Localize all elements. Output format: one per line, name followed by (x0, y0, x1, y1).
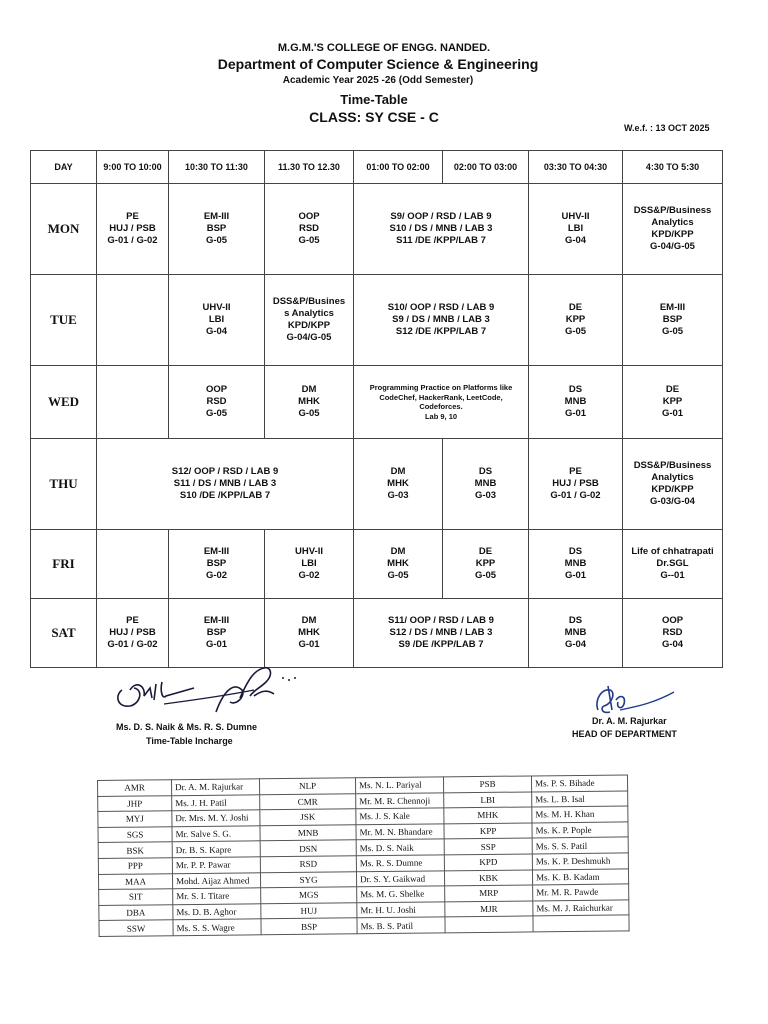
lab-cell: S11/ OOP / RSD / LAB 9 S12 / DS / MNB / LAB 3 S9 /DE /KPP/LAB 7 (354, 599, 529, 668)
faculty-name: Mr. M. R. Chennoji (356, 792, 444, 809)
lecture-cell: PE HUJ / PSB G-01 / G-02 (97, 599, 169, 668)
practice-cell: Programming Practice on Platforms like CodeChef, HackerRank, LeetCode, Codeforces. Lab 9, 10 (354, 366, 529, 439)
faculty-abbreviation: MGS (261, 887, 357, 904)
faculty-name: Dr. Mrs. M. Y. Joshi (172, 810, 260, 827)
faculty-abbreviation: MYJ (98, 811, 172, 827)
column-header-slot1: 9:00 TO 10:00 (97, 151, 169, 184)
wef-date: W.e.f. : 13 OCT 2025 (624, 123, 710, 133)
faculty-abbreviation: SYG (260, 871, 356, 888)
faculty-abbreviation: KBK (444, 870, 532, 887)
lecture-cell: DM MHK G-03 (354, 439, 443, 530)
timetable-row-wed (31, 366, 723, 439)
day-cell: FRI (31, 530, 97, 599)
faculty-name: Ms. K. P. Deshmukh (532, 853, 628, 870)
lab-cell: S10/ OOP / RSD / LAB 9 S9 / DS / MNB / LAB 3 S12 /DE /KPP/LAB 7 (354, 275, 529, 366)
lecture-cell: DS MNB G-01 (529, 366, 623, 439)
timetable-row-tue (31, 275, 723, 366)
faculty-abbreviation: SIT (99, 889, 173, 905)
column-header-slot4: 01:00 TO 02:00 (354, 151, 443, 184)
faculty-name: Dr. S. Y. Gaikwad (356, 870, 444, 887)
column-header-day: DAY (31, 151, 97, 184)
timetable-row-fri (31, 530, 723, 599)
faculty-abbreviation: CMR (260, 793, 356, 810)
lecture-cell: DS MNB G-03 (443, 439, 529, 530)
page-title: Time-Table (340, 92, 408, 107)
incharge-signature (104, 660, 304, 730)
faculty-name: Ms. P. S. Bihade (531, 775, 627, 792)
faculty-abbreviation: KPP (444, 823, 532, 840)
faculty-table (97, 774, 630, 936)
timetable (30, 150, 723, 668)
faculty-name: Ms. M. H. Khan (532, 806, 628, 823)
faculty-name: Ms. K. B. Kadam (532, 869, 628, 886)
faculty-abbreviation: SSP (444, 838, 532, 855)
empty-cell (97, 530, 169, 599)
lab-cell: S9/ OOP / RSD / LAB 9 S10 / DS / MNB / LAB 3 S11 /DE /KPP/LAB 7 (354, 184, 529, 275)
faculty-name: Mohd. Aijaz Ahmed (172, 872, 260, 889)
lecture-cell: DSS&P/Busines s Analytics KPD/KPP G-04/G-05 (265, 275, 354, 366)
faculty-name: Dr. B. S. Kapre (172, 841, 260, 858)
faculty-abbreviation: DBA (99, 904, 173, 920)
class-label: CLASS: SY CSE - C (309, 109, 439, 125)
lecture-cell: OOP RSD G-04 (623, 599, 723, 668)
lecture-cell: DE KPP G-05 (443, 530, 529, 599)
faculty-abbreviation: SSW (99, 920, 173, 936)
faculty-abbreviation: MHK (444, 807, 532, 824)
faculty-abbreviation: JSK (260, 809, 356, 826)
faculty-name: Mr. H. U. Joshi (357, 902, 445, 919)
faculty-name: Dr. A. M. Rajurkar (172, 779, 260, 796)
lecture-cell: PE HUJ / PSB G-01 / G-02 (529, 439, 623, 530)
timetable-row-thu (31, 439, 723, 530)
lecture-cell: EM-III BSP G-02 (169, 530, 265, 599)
faculty-name: Mr. M. N. Bhandare (356, 824, 444, 841)
faculty-abbreviation: NLP (259, 778, 355, 795)
faculty-name: Ms. K. P. Pople (532, 822, 628, 839)
lecture-cell: DM MHK G-05 (265, 366, 354, 439)
lecture-cell: DS MNB G-04 (529, 599, 623, 668)
faculty-name: Ms. S. S. Patil (532, 837, 628, 854)
timetable-row-sat (31, 599, 723, 668)
faculty-abbreviation: MRP (445, 885, 533, 902)
lecture-cell: EM-III BSP G-05 (623, 275, 723, 366)
faculty-name: Mr. Salve S. G. (172, 826, 260, 843)
faculty-abbreviation: HUJ (261, 903, 357, 920)
lecture-cell: UHV-II LBI G-02 (265, 530, 354, 599)
faculty-abbreviation: LBI (444, 792, 532, 809)
empty-cell (97, 275, 169, 366)
day-cell: MON (31, 184, 97, 275)
lecture-cell: DS MNB G-01 (529, 530, 623, 599)
faculty-name: Mr. S. I. Titare (173, 888, 261, 905)
empty-cell (97, 366, 169, 439)
day-cell: SAT (31, 599, 97, 668)
incharge-role: Time-Table Incharge (146, 736, 233, 746)
college-name: M.G.M.'S COLLEGE OF ENGG. NANDED. (277, 42, 491, 54)
faculty-abbreviation: PPP (98, 858, 172, 874)
faculty-name: Ms. J. H. Patil (172, 794, 260, 811)
faculty-abbreviation: BSP (261, 918, 357, 935)
faculty-abbreviation (445, 916, 533, 933)
day-cell: THU (31, 439, 97, 530)
faculty-name: Mr. P. P. Pawar (172, 857, 260, 874)
faculty-name: Ms. M. G. Shelke (357, 886, 445, 903)
faculty-name: Ms. D. S. Naik (356, 839, 444, 856)
faculty-abbreviation: MAA (98, 873, 172, 889)
lecture-cell: DSS&P/Business Analytics KPD/KPP G-03/G-04 (623, 439, 723, 530)
faculty-abbreviation: MJR (445, 901, 533, 918)
lecture-cell: OOP RSD G-05 (169, 366, 265, 439)
day-cell: WED (31, 366, 97, 439)
lecture-cell: PE HUJ / PSB G-01 / G-02 (97, 184, 169, 275)
lecture-cell: EM-III BSP G-05 (169, 184, 265, 275)
column-header-slot7: 4:30 TO 5:30 (623, 151, 723, 184)
faculty-name: Ms. N. L. Pariyal (355, 777, 443, 794)
faculty-name: Ms. J. S. Kale (356, 808, 444, 825)
faculty-name: Ms. B. S. Patil (357, 917, 445, 934)
faculty-abbreviation: RSD (260, 856, 356, 873)
lab-cell: S12/ OOP / RSD / LAB 9 S11 / DS / MNB / LAB 3 S10 /DE /KPP/LAB 7 (97, 439, 354, 530)
faculty-name: Ms. S. S. Wagre (173, 919, 261, 936)
lecture-cell: DM MHK G-05 (354, 530, 443, 599)
hod-role: HEAD OF DEPARTMENT (572, 729, 677, 739)
lecture-cell: UHV-II LBI G-04 (169, 275, 265, 366)
faculty-abbreviation: KPD (444, 854, 532, 871)
lecture-cell: OOP RSD G-05 (265, 184, 354, 275)
lecture-cell: UHV-II LBI G-04 (529, 184, 623, 275)
faculty-name: Ms. R. S. Dumne (356, 855, 444, 872)
lecture-cell: EM-III BSP G-01 (169, 599, 265, 668)
column-header-slot5: 02:00 TO 03:00 (443, 151, 529, 184)
faculty-abbreviation: DSN (260, 840, 356, 857)
hod-signature (590, 680, 680, 720)
lecture-cell: DE KPP G-01 (623, 366, 723, 439)
timetable-header-row (31, 151, 723, 184)
faculty-abbreviation: PSB (443, 776, 531, 793)
timetable-row-mon (31, 184, 723, 275)
faculty-abbreviation: MNB (260, 825, 356, 842)
lecture-cell: Life of chhatrapati Dr.SGL G--01 (623, 530, 723, 599)
day-cell: TUE (31, 275, 97, 366)
faculty-abbreviation: BSK (98, 842, 172, 858)
faculty-name: Ms. D. B. Aghor (173, 904, 261, 921)
faculty-name: Ms. M. J. Raichurkar (533, 900, 629, 917)
incharge-name: Ms. D. S. Naik & Ms. R. S. Dumne (116, 722, 258, 732)
faculty-abbreviation: JHP (98, 795, 172, 811)
faculty-name (533, 915, 629, 932)
faculty-name: Ms. L. B. Isal (532, 791, 628, 808)
faculty-abbreviation: AMR (98, 780, 172, 796)
lecture-cell: DM MHK G-01 (265, 599, 354, 668)
column-header-slot2: 10:30 TO 11:30 (169, 151, 265, 184)
lecture-cell: DE KPP G-05 (529, 275, 623, 366)
column-header-slot6: 03:30 TO 04:30 (529, 151, 623, 184)
faculty-abbreviation: SGS (98, 826, 172, 842)
column-header-slot3: 11.30 TO 12.30 (265, 151, 354, 184)
faculty-name: Mr. M. R. Pawde (533, 884, 629, 901)
hod-name: Dr. A. M. Rajurkar (592, 716, 667, 726)
academic-year: Academic Year 2025 -26 (Odd Semester) (282, 75, 474, 86)
department-title: Department of Computer Science & Engineering (217, 56, 539, 72)
lecture-cell: DSS&P/Business Analytics KPD/KPP G-04/G-05 (623, 184, 723, 275)
